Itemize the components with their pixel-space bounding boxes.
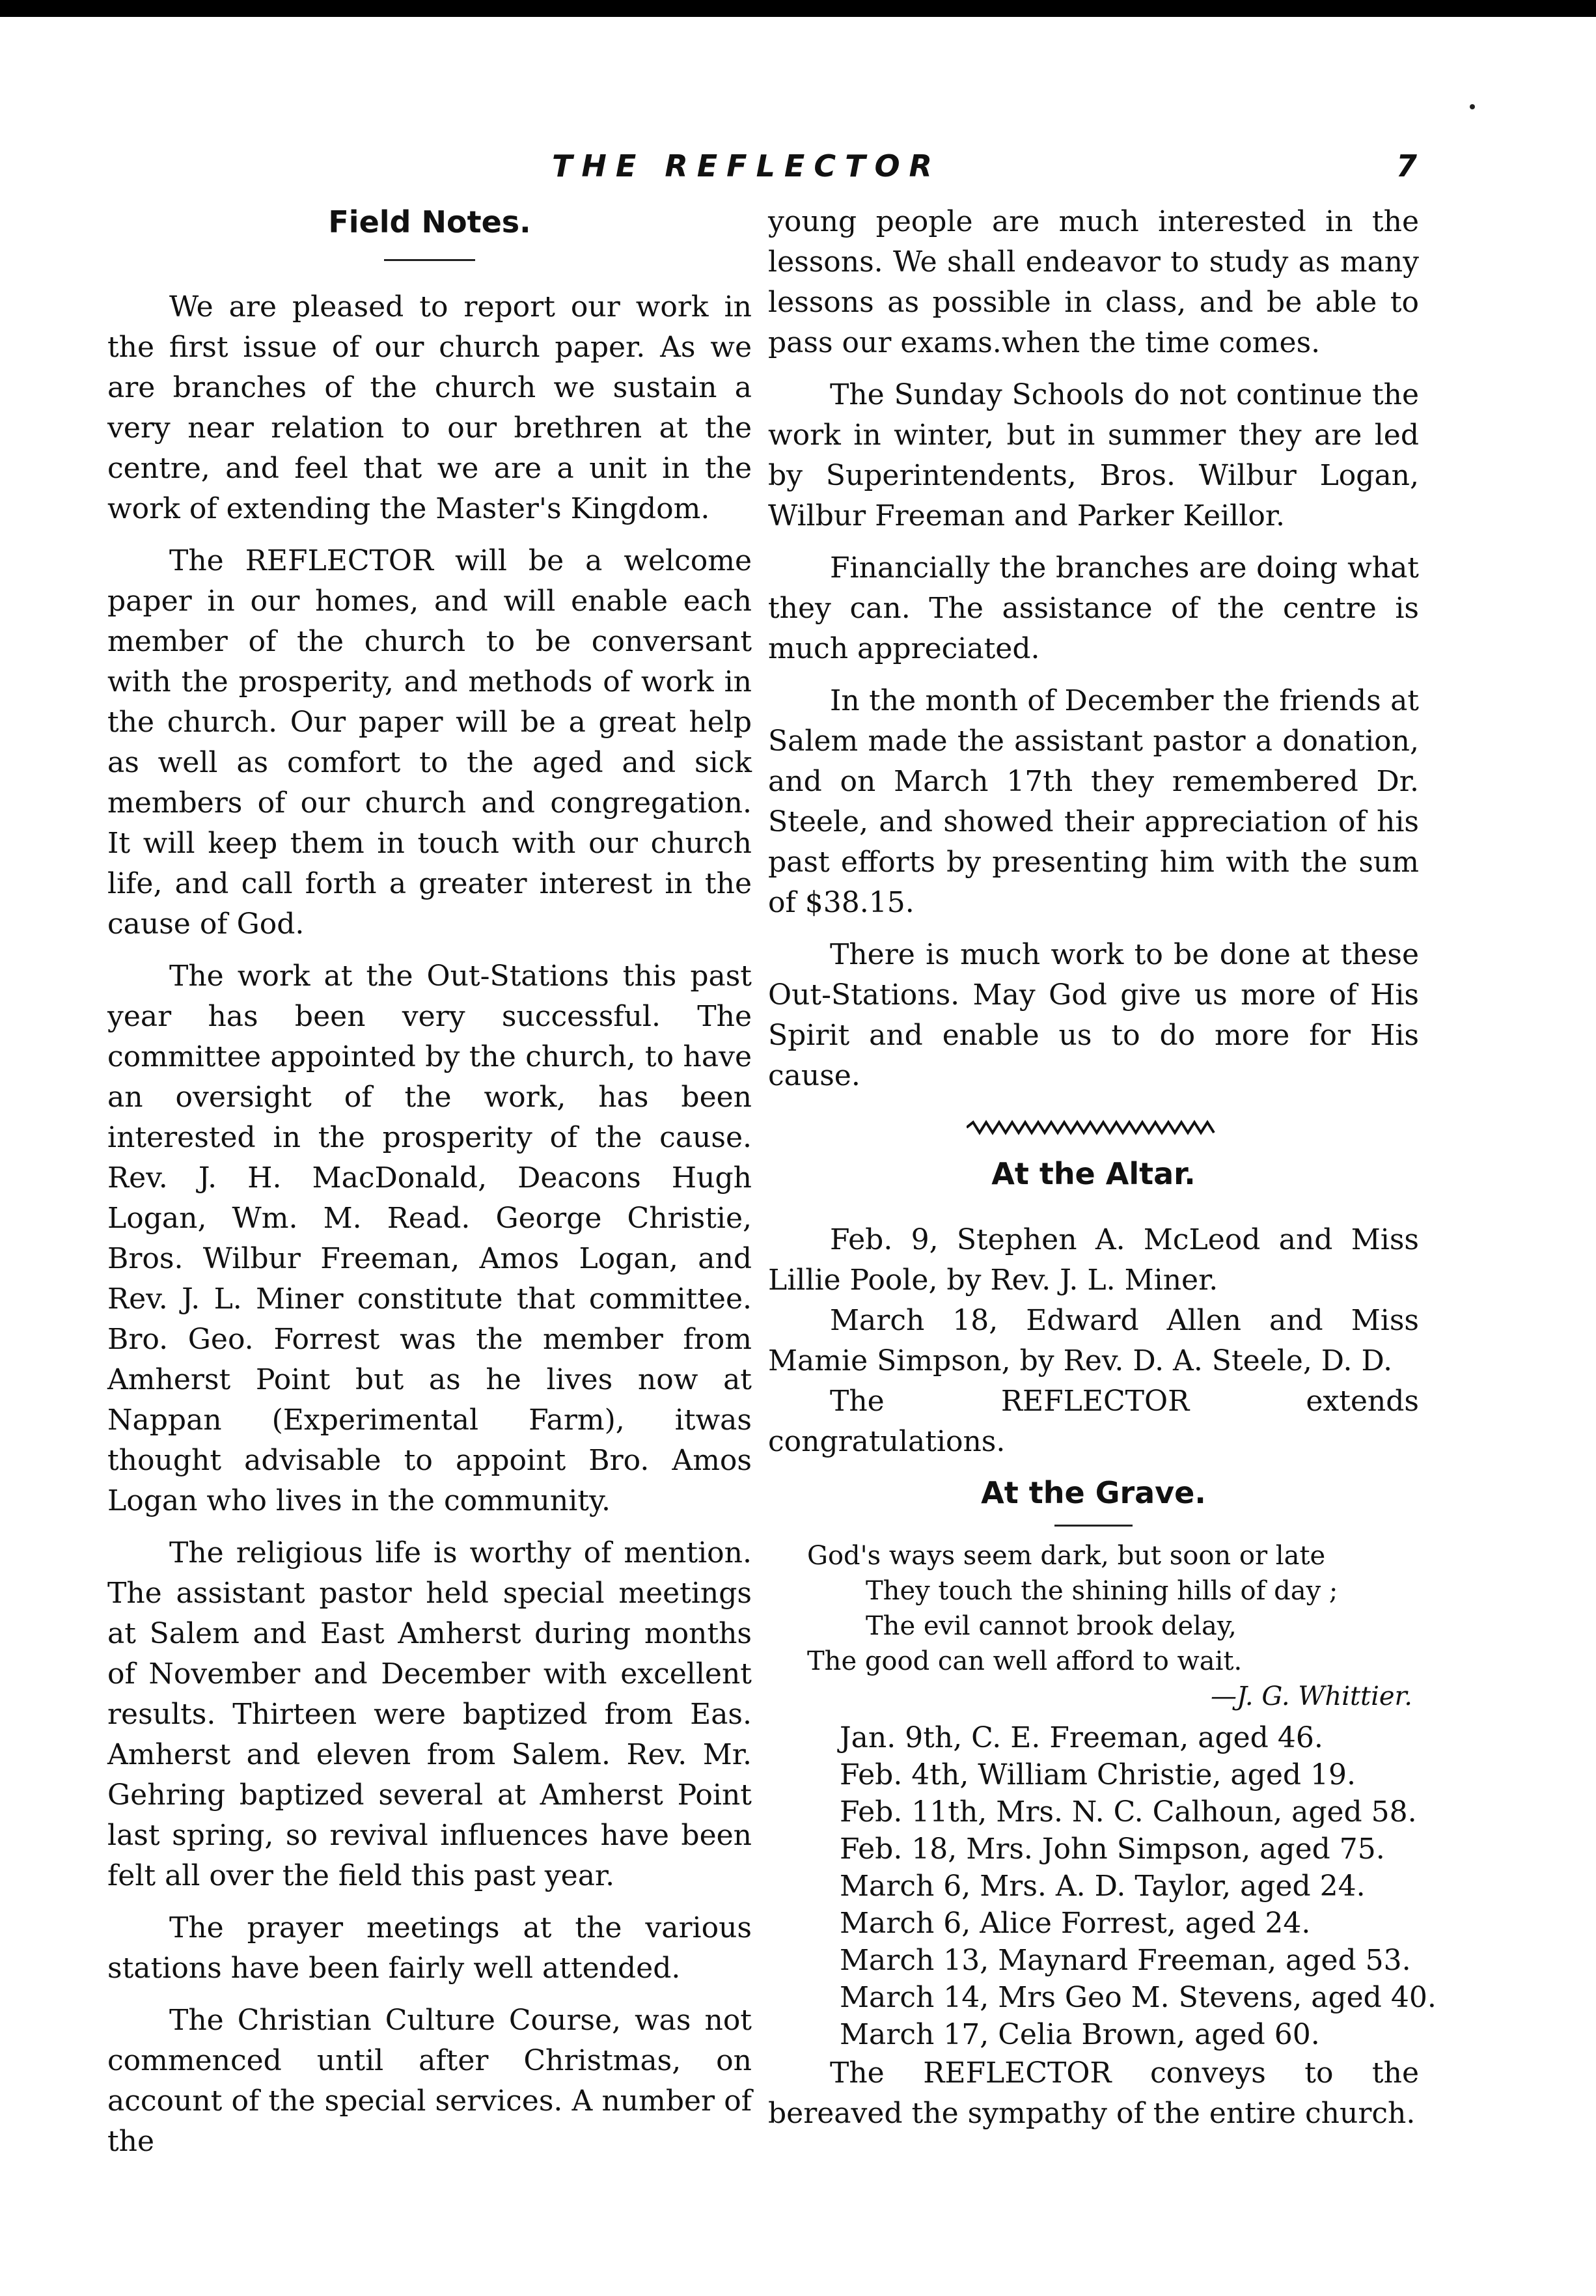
death-entry: March 17, Celia Brown, aged 60. [840,2018,1320,2051]
heading-rule [384,259,475,261]
right-column [768,202,1437,2134]
publication-title: THE REFLECTOR [552,148,941,184]
paragraph: In the month of December the friends at Salem made the assistant pastor a donation, and on March 17th they remembered Dr. Steele, and showed their appreciation of his past efforts by presenting him with the sum of $38.15. [768,684,1419,919]
death-entry: Feb. 11th, Mrs. N. C. Calhoun, aged 58. [840,1795,1417,1829]
poem-line: The evil cannot brook delay, [866,1611,1237,1641]
poem-line: They touch the shining hills of day ; [866,1576,1338,1606]
death-entry: March 6, Alice Forrest, aged 24. [840,1907,1311,1940]
death-entry: Jan. 9th, C. E. Freeman, aged 46. [840,1721,1323,1754]
condolence-note: The REFLECTOR conveys to the bereaved the sympathy of the entire church. [768,2056,1419,2130]
page-number: 7 [1396,148,1418,184]
poem-attribution: —J. G. Whittier. [1210,1681,1412,1711]
whittier-poem [807,1538,1419,1714]
paragraph: The Christian Culture Course, was not commenced until after Christmas, on account of the special services. A number of the [107,2004,752,2158]
paragraph: The REFLECTOR will be a welcome paper in our homes, and will enable each member of the church to be conversant with the prosperity, and methods of work in the church. Our paper will be a great help as well as comfort to the aged and sick members of our church and congregation. It will keep them in touch with our church life, and call forth a greater interest in the cause of God. [107,544,752,941]
paragraph: The Sunday Schools do not continue the work in winter, but in summer they are led by Superintendents, Bros. Wilbur Logan, Wilbur Freeman and Parker Keillor. [768,378,1419,533]
paragraph: There is much work to be done at these Out-Stations. May God give us more of His Spirit and enable us to do more for His cause. [768,938,1419,1092]
wavy-divider [967,1120,1220,1135]
death-entry: Feb. 18, Mrs. John Simpson, aged 75. [840,1833,1385,1866]
poem-line: God's ways seem dark, but soon or late [807,1541,1326,1571]
ink-speck [1470,104,1475,109]
at-the-grave-heading: At the Grave. [981,1475,1206,1510]
left-column [107,202,752,2162]
paragraph: Financially the branches are doing what they can. The assistance of the centre is much appreciated. [768,551,1419,665]
marriage-entry: March 18, Edward Allen and Miss Mamie Simpson, by Rev. D. A. Steele, D. D. [768,1304,1419,1377]
death-entry: Feb. 4th, William Christie, aged 19. [840,1758,1356,1791]
top-border-rule [0,0,1596,17]
running-head [0,145,1596,190]
death-notices [840,1719,1437,2053]
paragraph: The work at the Out-Stations this past year has been very successful. The committee appointed by the church, to have an oversight of the work, has been interested in the prosperity of the cause. Rev. J. H. MacDonald, Deacons Hugh Logan, Wm. M. Read. George Christie, Bros. Wilbur Freeman, Amos Logan, and Rev. J. L. Miner constitute that committee. Bro. Geo. Forrest was the member from Amherst Point but as he lives now at Nappan (Experimental Farm), itwas thought advisable to appoint Bro. Amos Logan who lives in the community. [107,960,752,1517]
paragraph: We are pleased to report our work in the first issue of our church paper. As we are branches of the church we sustain a very near relation to our brethren at the centre, and feel that we are a unit in the work of extending the Master's Kingdom. [107,290,752,525]
congratulations-note: The REFLECTOR extends congratulations. [768,1385,1419,1458]
death-entry: March 6, Mrs. A. D. Taylor, aged 24. [840,1870,1366,1903]
death-entry: March 13, Maynard Freeman, aged 53. [840,1944,1411,1977]
heading-rule [1054,1525,1133,1527]
field-notes-heading: Field Notes. [328,204,531,240]
poem-line: The good can well afford to wait. [807,1646,1243,1676]
paragraph: The prayer meetings at the various stations have been fairly well attended. [107,1911,752,1985]
death-entry: March 14, Mrs Geo M. Stevens, aged 40. [840,1981,1437,2014]
paragraph: The religious life is worthy of mention. The assistant pastor held special meetings at Salem and East Amherst during months of November and December with excellent results. Thirteen were baptized from Eas. Amherst and eleven from Salem. Rev. Mr. Gehring baptized several at Amherst Point last spring, so revival influences have been felt all over the field this past year. [107,1536,752,1892]
marriage-entry: Feb. 9, Stephen A. McLeod and Miss Lillie Poole, by Rev. J. L. Miner. [768,1223,1419,1297]
at-the-altar-heading: At the Altar. [991,1156,1196,1191]
paragraph-continued: young people are much interested in the lessons. We shall endeavor to study as many lessons as possible in class, and be able to pass our exams.when the time comes. [768,205,1419,359]
